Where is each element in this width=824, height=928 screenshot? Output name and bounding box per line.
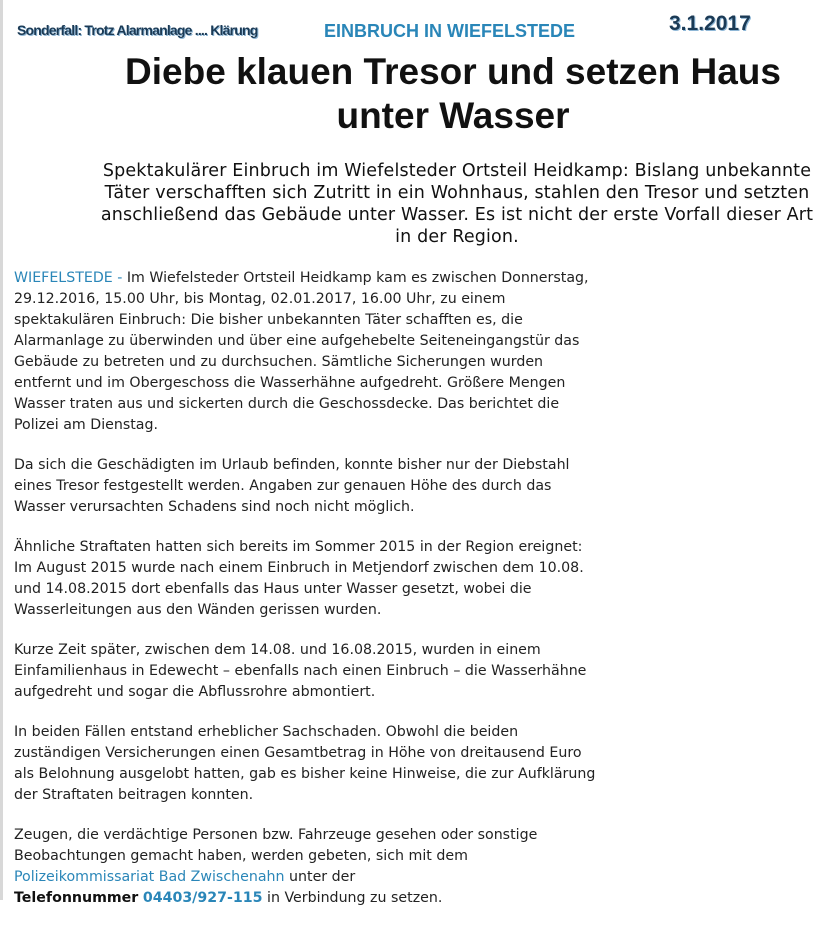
phone-number-link[interactable]: 04403/927-115 xyxy=(142,890,263,906)
article-teaser: Spektakulärer Einbruch im Wiefelsteder Ortsteil Heidkamp: Bislang unbekannte Täter verschafften sich Zutritt in ein Wohnhaus, stahlen den Tresor und setzten anschließend das Gebäude unter Wasser. Es ist nicht der erste Vorfall dieser Art in der Region. xyxy=(100,161,814,247)
phone-label: Telefonnummer xyxy=(14,890,139,906)
overlay-date: 3.1.2017 xyxy=(669,12,751,35)
paragraph-3: Ähnliche Straftaten hatten sich bereits im Sommer 2015 in der Region ereignet: Im August 2015 wurde nach einem Einbruch in Metjendorf zwischen dem 10.08. und 14.08.2015 dort ebenfalls das Haus unter Wasser gesetzt, wobei die Wasserleitungen aus den Wänden gerissen wurden. xyxy=(14,539,584,618)
paragraph-2: Da sich die Geschädigten im Urlaub befinden, konnte bisher nur der Diebstahl eines Tresor festgestellt werden. Angaben zur genauen Höhe des durch das Wasser verursachten Schadens sind noch nicht möglich. xyxy=(14,457,570,515)
paragraph-4-linked[interactable]: Kurze Zeit später, zwischen dem 14.08. und 16.08.2015, wurden in einem Einfamilienhaus in Edewecht – ebenfalls nach einen Einbruch – die Wasserhähne aufgedreht und sogar die Abflussrohre abmontiert. xyxy=(14,642,587,700)
paragraph-6-mid: unter der xyxy=(284,869,356,885)
paragraph-1 xyxy=(14,268,599,436)
paragraph-5: In beiden Fällen entstand erheblicher Sachschaden. Obwohl die beiden zuständigen Versicherungen einen Gesamtbetrag in Höhe von dreitausend Euro als Belohnung ausgelobt hatten, gab es bisher keine Hinweise, die zur Aufklärung der Straftaten beitragen konnten. xyxy=(14,724,596,803)
article-body xyxy=(14,268,599,928)
dateline-separator: - xyxy=(112,270,127,286)
page-edge-line xyxy=(0,0,3,900)
paragraph-6-end: in Verbindung zu setzen. xyxy=(262,890,443,906)
dateline: WIEFELSTEDE xyxy=(14,270,113,286)
paragraph-1-text: Im Wiefelsteder Ortsteil Heidkamp kam es zwischen Donnerstag, 29.12.2016, 15.00 Uhr, bis Montag, 02.01.2017, 16.00 Uhr, zu einem spektakulären Einbruch: Die bisher unbekannten Täter schafften es, die Alarmanlage zu überwinden und über eine aufgehebelte Seiteneingangstür das Gebäude zu betreten und zu durchsuchen. Sämtliche Sicherungen wurden entfernt und im Obergeschoss die Wasserhähne aufgedreht. Größere Mengen Wasser traten aus und sickerten durch die Geschossdecke. Das berichtet die Polizei am Dienstag. xyxy=(14,270,589,433)
overlay-note: Sonderfall: Trotz Alarmanlage .... Klärung xyxy=(17,22,258,38)
paragraph-6-start: Zeugen, die verdächtige Personen bzw. Fahrzeuge gesehen oder sonstige Beobachtungen gemacht haben, werden gebeten, sich mit dem xyxy=(14,827,538,864)
paragraph-6 xyxy=(14,825,599,909)
police-station-link[interactable]: Polizeikommissariat Bad Zwischenahn xyxy=(14,869,285,885)
article-kicker: EINBRUCH IN WIEFELSTEDE xyxy=(324,21,576,41)
article-headline: Diebe klauen Tresor und setzen Haus unter Wasser xyxy=(125,51,781,136)
